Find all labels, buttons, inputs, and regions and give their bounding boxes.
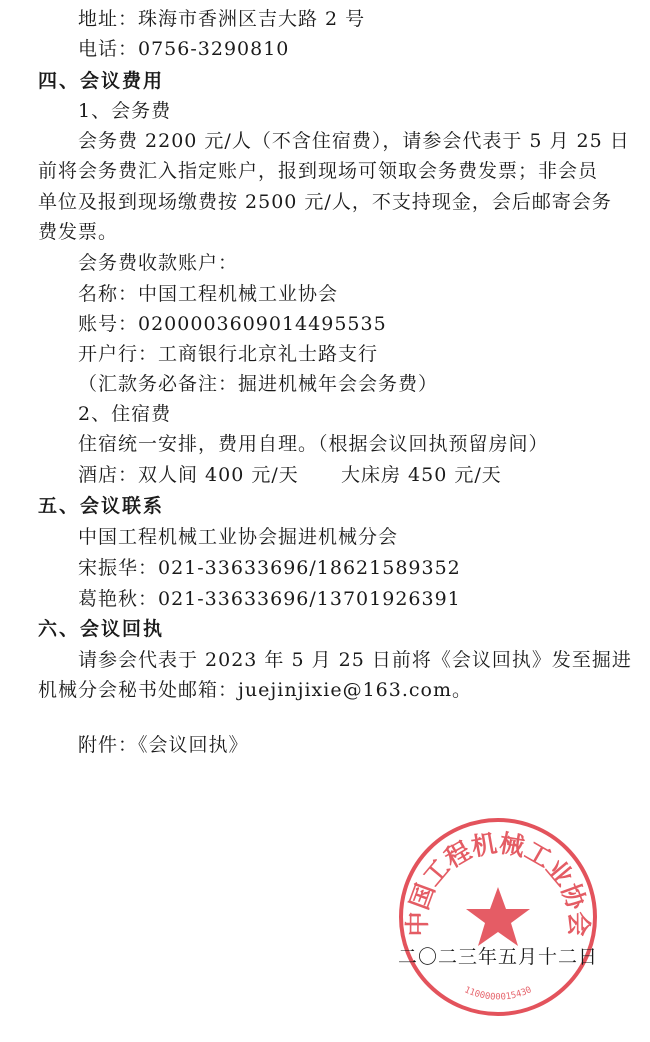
contact-person: 宋振华：021-33633696/18621589352 [78, 557, 461, 579]
svg-text:1100000015430 [463, 985, 534, 1002]
seal-star-icon [466, 887, 530, 946]
section-heading-receipt: 六、会议回执 [38, 618, 165, 640]
account-name: 名称：中国工程机械工业协会 [78, 283, 339, 305]
document-date: 二〇二三年五月十二日 [398, 946, 599, 968]
account-bank: 开户行：工商银行北京礼士路支行 [78, 343, 379, 365]
fee-paragraph-line: 费发票。 [38, 221, 119, 243]
fee-paragraph-line: 会务费 2200 元/人（不含住宿费），请参会代表于 5 月 25 日 [78, 130, 630, 152]
fee-paragraph-line: 前将会务费汇入指定账户，报到现场可领取会务费发票；非会员 [38, 160, 599, 182]
account-number: 账号：0200003609014495535 [78, 313, 387, 335]
lodging-paragraph: 住宿统一安排，费用自理。（根据会议回执预留房间） [78, 433, 549, 455]
hotel-rates: 酒店：双人间 400 元/天 大床房 450 元/天 [78, 464, 502, 486]
account-heading: 会务费收款账户： [78, 252, 239, 274]
section-heading-fees: 四、会议费用 [38, 70, 165, 92]
subheading-lodging-fee: 2、住宿费 [78, 403, 172, 425]
seal-org-name: 中国工程机械工业协会 [402, 828, 594, 937]
contact-person: 葛艳秋：021-33633696/13701926391 [78, 588, 461, 610]
seal-code: 1100000015430 [462, 985, 534, 1003]
attachment-line: 附件：《会议回执》 [78, 734, 249, 756]
receipt-paragraph-line: 机械分会秘书处邮箱：juejinjixie@163.com。 [38, 679, 472, 701]
fee-paragraph-line: 单位及报到现场缴费按 2500 元/人，不支持现金，会后邮寄会务 [38, 191, 612, 213]
official-seal-icon [396, 815, 600, 1019]
phone-line: 电话：0756-3290810 [78, 38, 290, 60]
contact-org: 中国工程机械工业协会掘进机械分会 [78, 526, 399, 548]
receipt-paragraph-line: 请参会代表于 2023 年 5 月 25 日前将《会议回执》发至掘进 [78, 649, 632, 671]
address-line: 地址：珠海市香洲区吉大路 2 号 [78, 8, 366, 30]
section-heading-contact: 五、会议联系 [38, 495, 165, 517]
payment-note: （汇款务必备注：掘进机械年会会务费） [78, 373, 439, 395]
subheading-conference-fee: 1、会务费 [78, 100, 172, 122]
